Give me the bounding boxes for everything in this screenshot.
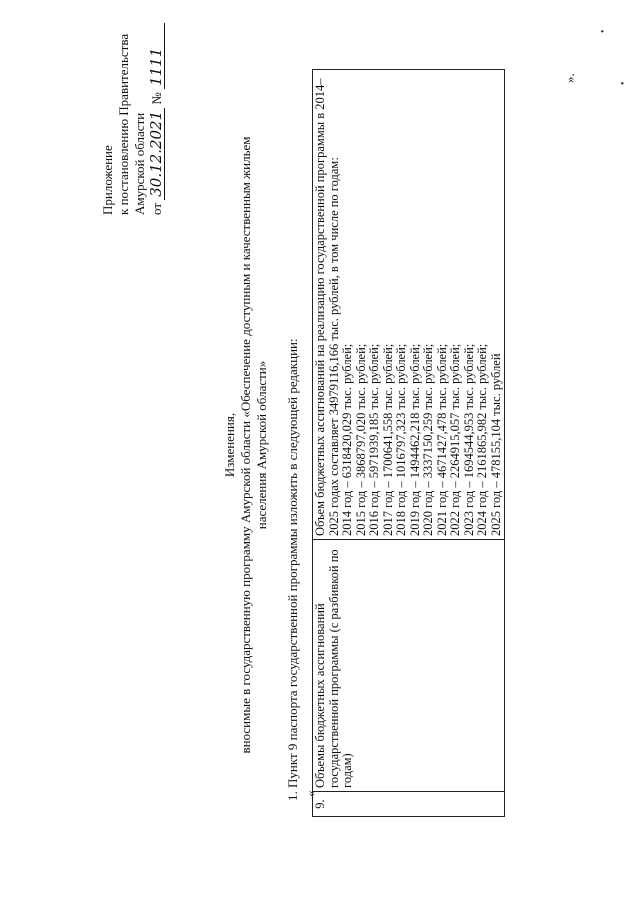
year-line-2019: 2019 год – 1494462,218 тыс. рублей; [407, 343, 422, 536]
item-intro-text: 1. Пункт 9 паспорта государственной программы изложить в следующей редакции: [285, 338, 300, 801]
approval-date-line [148, 5, 165, 215]
year-line-2022: 2022 год – 2264915,057 тыс. рублей; [448, 343, 462, 536]
year-line-2014: 2014 год – 6318420,029 тыс. рублей; [340, 343, 354, 536]
handwritten-number: 1111 [148, 23, 165, 89]
closing-quote-mark: ». [562, 73, 577, 83]
year-line-2018: 2018 год – 1016797,323 тыс. рублей; [394, 343, 408, 536]
date-prefix: от [149, 202, 164, 215]
passport-table [312, 69, 505, 817]
opening-quote-mark: « [303, 790, 318, 797]
approval-line-2: к постановлению Правительства [116, 33, 131, 215]
table-row [313, 70, 505, 817]
number-prefix: № [149, 92, 164, 105]
row-value-cell [313, 70, 505, 540]
handwritten-date: 30.12.2021 [148, 108, 165, 200]
year-line-2015: 2015 год – 3868797,020 тыс. рублей; [353, 343, 368, 536]
year-line-2016: 2016 год – 5971939,185 тыс. рублей; [367, 343, 381, 536]
row-name-cell: Объемы бюджетных ассигнований государственной программы (с разбивкой по годам) [313, 540, 505, 792]
year-line-2024: 2024 год – 2161865,982 тыс. рублей; [475, 343, 489, 536]
year-line-2017: 2017 год – 1700641,558 тыс. рублей; [380, 343, 395, 536]
scan-speck: • [598, 29, 609, 33]
year-line-2023: 2023 год – 1694544,953 тыс. рублей; [461, 343, 476, 536]
heading-title: Изменения, [222, 412, 237, 478]
heading-subtitle-line-2: населения Амурской области» [254, 360, 269, 530]
approval-stamp-block [100, 5, 165, 215]
scan-speck: • [618, 81, 629, 85]
year-line-2020: 2020 год – 3337150,259 тыс. рублей; [421, 343, 435, 536]
row-number-cell: 9. [313, 792, 505, 817]
year-line-2025: 2025 год – 478155,104 тыс. рублей [488, 353, 503, 536]
funding-intro-text: Объем бюджетных ассигнований на реализацию государственной программы в 2014–2025 годах составляет 34979116,166 тыс. рублей, в том числе по годам: [313, 78, 341, 536]
heading-subtitle-line-1: вносимые в государственную программу Амурской области «Обеспечение доступным и качественным жильем [238, 136, 253, 754]
document-heading [222, 85, 270, 805]
approval-line-3: Амурской области [132, 112, 147, 215]
year-line-2021: 2021 год – 4671427,478 тыс. рублей; [434, 343, 449, 536]
approval-line-1: Приложение [100, 145, 115, 215]
